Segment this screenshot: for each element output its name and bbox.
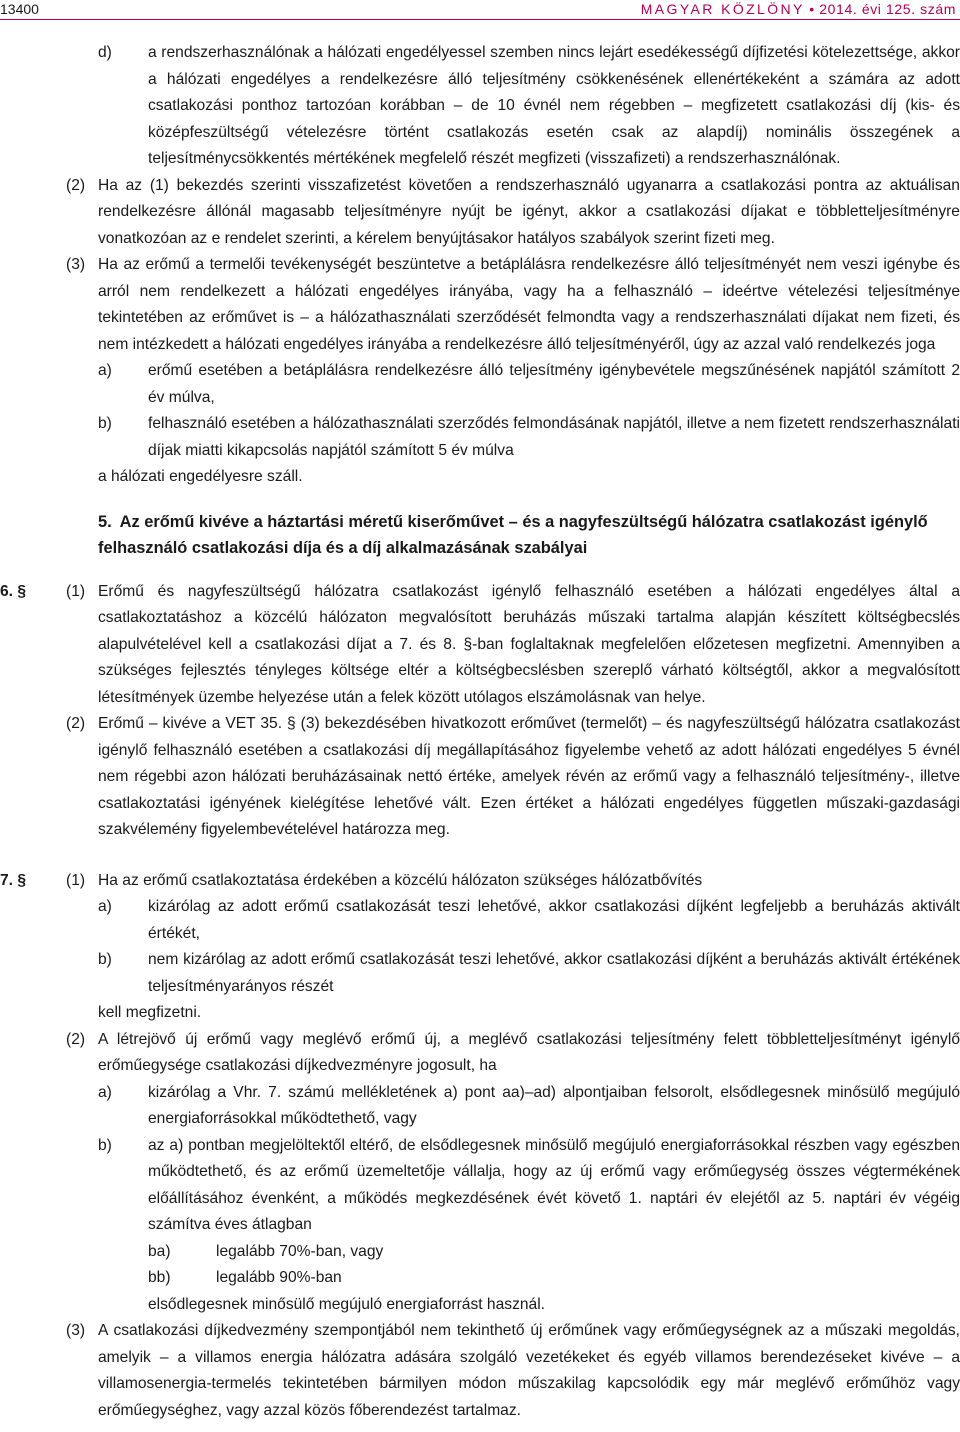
paragraph-text: Ha az erőmű a termelői tevékenységét beszüntetve a betáplálásra rendelkezésre álló teljesítményét nem veszi igénybe és arról nem rendelkezett a hálózati engedélyes irányába, vagy ha a felhasználó – ideértve vételezési teljesítménye tekintetében az erőművet is – a hálózathasználati szerződését felmondta vagy a rendszerhasználati díjakat nem fizeti, és nem intézkedett a hálózati engedélyes irányába a rendelkezésre álló teljesítményéről, úgy az azzal való rendelkezés joga xyxy=(98,256,960,353)
item-label: a) xyxy=(98,1083,112,1101)
list-item xyxy=(0,411,960,464)
paragraph-1 xyxy=(66,579,960,712)
item-label: ba) xyxy=(148,1242,171,1260)
item-text: legalább 70%-ban, vagy xyxy=(216,1242,384,1260)
paragraph-label: (2) xyxy=(66,715,86,732)
item-text: az a) pontban megjelöltektől eltérő, de elsődlegesnek minősülő megújuló energiaforrásokkal részben vagy egészben működtethető, és az erőmű üzemeltetője vállalja, hogy az új erőmű vagy erőműegység összes végtermékének előállításához évenként, a működés megkezdésének évét követő 1. naptári év elejétől az 5. naptári év végéig számítva éves átlagban xyxy=(148,1136,960,1233)
item-text: legalább 90%-ban xyxy=(216,1269,342,1286)
item-text: nem kizárólag az adott erőmű csatlakozását teszi lehetővé, akkor csatlakozási díjként a beruházás aktivált értékének teljesítményarányos részét xyxy=(148,951,960,995)
list-item xyxy=(0,358,960,411)
item-label: b) xyxy=(98,415,112,432)
list-item xyxy=(98,894,960,947)
paragraph-3 xyxy=(66,1318,960,1424)
paragraph-label: (2) xyxy=(66,176,86,194)
item-label: b) xyxy=(98,1136,112,1154)
paragraph-2 xyxy=(66,1027,960,1080)
list-item xyxy=(98,1133,960,1239)
paragraph-2 xyxy=(66,711,960,844)
page-number: 13400 xyxy=(0,1,39,17)
paragraph-label: (3) xyxy=(66,256,86,273)
section-number: 6. § xyxy=(0,582,27,600)
journal-info xyxy=(641,0,956,18)
paragraph-label: (1) xyxy=(66,582,86,600)
page-header xyxy=(0,0,960,22)
item-text: erőmű esetében a betáplálásra rendelkezésre álló teljesítmény igénybevétele megszűnésének napjától számított 2 év múlva, xyxy=(148,362,960,406)
paragraph-label: (1) xyxy=(66,871,86,889)
heading-number: 5. xyxy=(98,512,112,531)
paragraph-1 xyxy=(66,868,960,895)
section-number: 7. § xyxy=(0,871,27,889)
item-d xyxy=(0,40,960,173)
item-label: d) xyxy=(98,44,112,61)
item-text: kizárólag az adott erőmű csatlakozását teszi lehetővé, akkor csatlakozási díjként legfeljebb a beruházás aktivált értékét, xyxy=(148,898,960,942)
paragraph-text: Ha az (1) bekezdés szerinti visszafizetést követően a rendszerhasználó ugyanarra a csatlakozási pontra az aktuálisan rendelkezésre állónál magasabb teljesítményre nyújt be igényt, akkor a csatlakozási díjakat e többletteljesítményre vonatkozóan az e rendelet szerinti, a kérelem benyújtásakor hatályos szabályok szerint fizeti meg. xyxy=(98,176,960,247)
item-text: felhasználó esetében a hálózathasználati szerződés felmondásának napjától, illetve a nem fizetett rendszerhasználati díjak miatti kikapcsolás napjától számított 5 év múlva xyxy=(148,415,960,459)
paragraph-label: (3) xyxy=(66,1322,86,1339)
document-body xyxy=(0,40,960,1424)
item-label: bb) xyxy=(148,1269,171,1286)
paragraph-text: Erőmű – kivéve a VET 35. § (3) bekezdésében hivatkozott erőművet (termelőt) – és nagyfeszültségű hálózatra csatlakozást igénylő felhasználó esetében a csatlakozási díj megállapításához figyelembe vehető az adott hálózati engedélyes 5 évnél nem régebbi azon hálózati beruházásainak nettó értéke, amelyek révén az erőmű vagy a felhasználó teljesítmény-, illetve csatlakoztatási igényének kielégítése lehetővé vált. Ezen értéket a hálózati engedélyes független műszaki-gazdasági szakvélemény figyelembevételével határozza meg. xyxy=(98,715,960,838)
list-item xyxy=(98,1080,960,1133)
paragraph-2 xyxy=(0,173,960,253)
sub-list-closing: elsődlegesnek minősülő megújuló energiaforrást használ. xyxy=(148,1295,546,1313)
header-rule xyxy=(0,19,960,20)
item-text: kizárólag a Vhr. 7. számú mellékletének a) pont aa)–ad) alpontjaiban felsorolt, elsődlegesnek minősülő megújuló energiaforrásokkal működtethető, vagy xyxy=(148,1083,960,1127)
item-label: a) xyxy=(98,898,112,915)
section-7 xyxy=(0,868,960,1425)
list-item xyxy=(98,947,960,1000)
header-bullet: • xyxy=(809,1,815,17)
paragraph-closing: a hálózati engedélyesre száll. xyxy=(98,468,303,485)
item-label: a) xyxy=(98,362,112,379)
heading-text: Az erőmű kivéve a háztartási méretű kiserőművet – és a nagyfeszültségű hálózatra csatlakozást igénylő felhasználó csatlakozási díja és a díj alkalmazásának szabályai xyxy=(98,512,928,557)
paragraph-text: A létrejövő új erőmű vagy meglévő erőmű új, a meglévő csatlakozási teljesítmény felett többletteljesítményt igénylő erőműegysége csatlakozási díjkedvezményre jogosult, ha xyxy=(98,1030,960,1074)
journal-title: MAGYAR KÖZLÖNY xyxy=(640,1,805,17)
item-text: a rendszerhasználónak a hálózati engedélyessel szemben nincs lejárt esedékességű díjfizetési kötelezettsége, akkor a hálózati engedélyes a rendelkezésre álló teljesítmény csökkenésének ellenértékeként a számára az adott csatlakozási ponthoz tartozóan korábban – de 10 évnél nem régebben – megfizetett csatlakozási díj (kis- és középfeszültségű vételezésre történt csatlakozás esetén csak az alapdíj) nominális összegének a teljesítménycsökkentés mértékének megfelelő részét megfizeti (visszafizeti) a rendszerhasználónak. xyxy=(148,44,960,167)
paragraph-3 xyxy=(0,252,960,358)
paragraph-text: Ha az erőmű csatlakoztatása érdekében a közcélú hálózaton szükséges hálózatbővítés xyxy=(98,871,703,889)
section-6 xyxy=(0,579,960,844)
paragraph-label: (2) xyxy=(66,1030,86,1048)
chapter-heading xyxy=(0,509,960,561)
issue-number: 2014. évi 125. szám xyxy=(819,1,956,17)
sub-list-item xyxy=(98,1265,960,1292)
section-gap xyxy=(0,844,960,868)
paragraph-closing: kell megfizetni. xyxy=(98,1004,202,1021)
paragraph-text: Erőmű és nagyfeszültségű hálózatra csatlakozást igénylő felhasználó esetében a hálózati engedélyes által a csatlakoztatáshoz a közcélú hálózaton megvalósított beruházás műszaki tartalma alapján készített költségbecslés alapulvételével kell a csatlakozási díjat a 7. és 8. §-ban foglaltaknak megfelelően előzetesen megfizetni. Amennyiben a szükséges fejlesztés tényleges költsége eltér a költségbecslésben szereplő várható költségtől, akkor a megvalósított létesítmények üzembe helyezése után a felek között utólagos elszámolásnak van helye. xyxy=(98,582,960,706)
paragraph-text: A csatlakozási díjkedvezmény szempontjából nem tekinthető új erőműnek vagy erőműegységnek az a műszaki megoldás, amelyik – a villamos energia hálózatra adására szolgáló vezetékeket és egyéb villamos berendezéseket kivéve – a villamosenergia-termelés tekintetében bármilyen módon műszakilag kapcsolódik egy már meglévő erőműhöz vagy erőműegységhez, vagy azzal közös főberendezést tartalmaz. xyxy=(98,1322,960,1419)
sub-list-item xyxy=(98,1239,960,1266)
item-label: b) xyxy=(98,951,112,968)
